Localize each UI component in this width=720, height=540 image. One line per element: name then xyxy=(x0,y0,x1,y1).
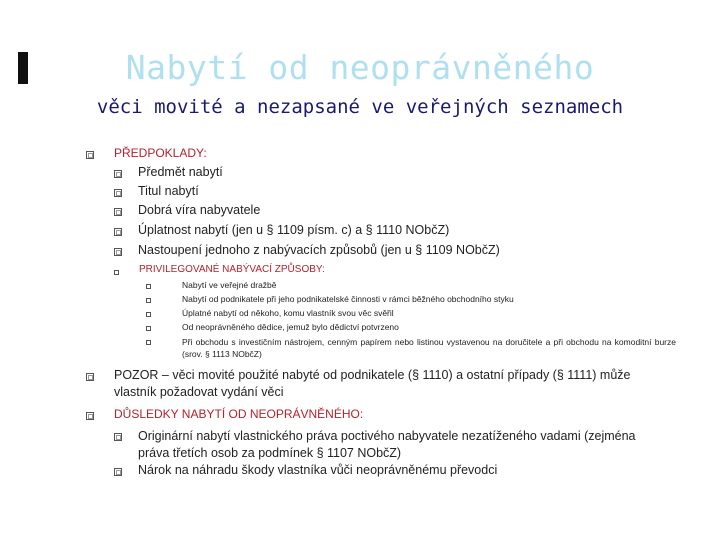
bullet-icon xyxy=(86,151,94,159)
list-item: Nastoupení jednoho z nabývacích způsobů (jen u § 1109 NObčZ) xyxy=(138,243,500,257)
list-item: Dobrá víra nabyvatele xyxy=(138,203,261,217)
slide-title: Nabytí od neoprávněného xyxy=(125,48,595,87)
list-item: Titul nabytí xyxy=(138,184,199,198)
privileged-heading: PRIVILEGOVANÉ NABÝVACÍ ZPŮSOBY: xyxy=(139,264,325,275)
bullet-icon xyxy=(146,298,151,303)
list-item: Od neoprávněného dědice, jemuž bylo dědictví potvrzeno xyxy=(182,322,399,332)
list-item: Originární nabytí vlastnického práva poctivého nabyvatele nezatíženého vadami (zejména práva třetích osob za podmínek § 1107 NObčZ) xyxy=(138,429,636,460)
section-heading-dusledky: DŮSLEDKY NABYTÍ OD NEOPRÁVNĚNÉHO: xyxy=(114,407,364,421)
bullet-icon xyxy=(114,468,122,476)
list-item: Úplatnost nabytí (jen u § 1109 písm. c) a § 1110 NObčZ) xyxy=(138,223,450,237)
section-heading-predpoklady: PŘEDPOKLADY: xyxy=(114,146,207,160)
slide-subtitle: věci movité a nezapsané ve veřejných seznamech xyxy=(96,96,624,118)
bullet-icon xyxy=(86,412,94,420)
list-item: Úplatné nabytí od někoho, komu vlastník svou věc svěřil xyxy=(182,308,394,318)
list-item: Nabytí od podnikatele při jeho podnikatelské činnosti v rámci běžného obchodního styku xyxy=(182,294,514,304)
list-item: Nárok na náhradu škody vlastníka vůči neoprávněnému převodci xyxy=(138,463,498,477)
list-item: Nabytí ve veřejné dražbě xyxy=(182,280,277,290)
bullet-icon xyxy=(146,312,151,317)
bullet-icon xyxy=(146,340,151,345)
list-item: Předmět nabytí xyxy=(138,165,223,179)
bullet-icon xyxy=(114,270,119,275)
bullet-icon xyxy=(114,170,122,178)
bullet-icon xyxy=(146,326,151,331)
bullet-icon xyxy=(146,284,151,289)
bullet-icon xyxy=(114,208,122,216)
bullet-icon xyxy=(114,228,122,236)
bullet-icon xyxy=(114,433,122,441)
bullet-icon xyxy=(114,248,122,256)
bullet-icon xyxy=(114,189,122,197)
pozor-note: POZOR – věci movité použité nabyté od podnikatele (§ 1110) a ostatní případy (§ 1111) může vlastník požadovat vydání věci xyxy=(114,368,631,399)
bullet-icon xyxy=(86,373,94,381)
list-item: Při obchodu s investičním nástrojem, cenným papírem nebo listinou vystavenou na doručitele a při obchodu na komoditní burze (srov. § 1113 NObčZ) xyxy=(182,337,676,359)
